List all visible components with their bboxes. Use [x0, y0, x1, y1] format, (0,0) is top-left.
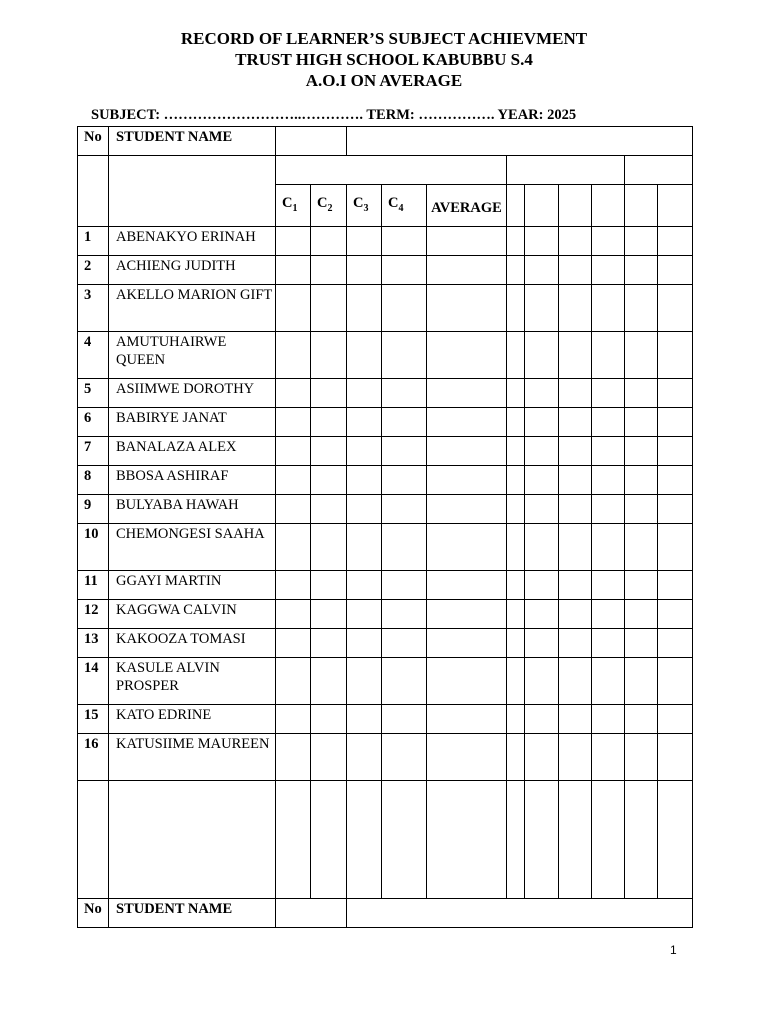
header-cell [276, 156, 507, 185]
header-cell [78, 156, 109, 227]
extra-score-cell[interactable] [625, 227, 658, 256]
blank-cell[interactable] [559, 781, 592, 899]
extra-score-cell[interactable] [658, 379, 693, 408]
extra-score-cell[interactable] [592, 658, 625, 705]
student-number: 6 [78, 408, 109, 437]
student-name: BBOSA ASHIRAF [109, 466, 276, 495]
extra-score-cell[interactable] [592, 600, 625, 629]
extra-score-cell[interactable] [625, 734, 658, 781]
c3-score-cell[interactable] [347, 495, 382, 524]
average-score-cell[interactable] [427, 285, 507, 332]
c1-score-cell[interactable] [276, 285, 311, 332]
extra-score-cell[interactable] [525, 466, 559, 495]
extra-score-cell[interactable] [559, 658, 592, 705]
extra-score-cell[interactable] [507, 285, 525, 332]
student-name: KATUSIIME MAUREEN [109, 734, 276, 781]
c3-score-cell[interactable] [347, 705, 382, 734]
c1-header: $C_1$ [276, 185, 311, 227]
extra-score-cell[interactable] [592, 705, 625, 734]
extra-score-cell[interactable] [658, 629, 693, 658]
table-row [78, 379, 693, 408]
average-score-cell[interactable] [427, 629, 507, 658]
extra-score-cell[interactable] [559, 524, 592, 571]
table-row [78, 256, 693, 285]
extra-score-cell[interactable] [658, 408, 693, 437]
student-number: 15 [78, 705, 109, 734]
page-number: 1 [670, 943, 677, 957]
extra-score-cell[interactable] [559, 734, 592, 781]
table-row [78, 495, 693, 524]
extra-score-cell[interactable] [559, 227, 592, 256]
table-row [78, 437, 693, 466]
student-name: BULYABA HAWAH [109, 495, 276, 524]
extra-score-cell[interactable] [559, 629, 592, 658]
header-cell [507, 156, 625, 185]
student-name: GGAYI MARTIN [109, 571, 276, 600]
average-header: AVERAGE [427, 185, 507, 227]
extra-score-cell[interactable] [658, 495, 693, 524]
student-name: KATO EDRINE [109, 705, 276, 734]
average-score-cell[interactable] [427, 658, 507, 705]
header-cell [507, 185, 525, 227]
extra-score-cell[interactable] [625, 571, 658, 600]
extra-score-cell[interactable] [525, 256, 559, 285]
student-number: 11 [78, 571, 109, 600]
table-row [78, 466, 693, 495]
student-number: 7 [78, 437, 109, 466]
title-aoi: A.O.I ON AVERAGE [305, 71, 463, 90]
col-name-header: STUDENT NAME [109, 127, 276, 156]
table-row [78, 227, 693, 256]
extra-score-cell[interactable] [625, 466, 658, 495]
extra-score-cell[interactable] [559, 600, 592, 629]
extra-score-cell[interactable] [559, 571, 592, 600]
c3-score-cell[interactable] [347, 629, 382, 658]
table-row [78, 408, 693, 437]
extra-score-cell[interactable] [525, 600, 559, 629]
extra-score-cell[interactable] [559, 285, 592, 332]
student-name: BABIRYE JANAT [109, 408, 276, 437]
extra-score-cell[interactable] [507, 437, 525, 466]
header-cell [109, 156, 276, 227]
table-row [78, 658, 693, 705]
extra-score-cell[interactable] [525, 332, 559, 379]
extra-score-cell[interactable] [592, 629, 625, 658]
student-number: 14 [78, 658, 109, 705]
c1-score-cell[interactable] [276, 524, 311, 571]
c4-score-cell[interactable] [382, 524, 427, 571]
c3-score-cell[interactable] [347, 256, 382, 285]
extra-score-cell[interactable] [507, 629, 525, 658]
extra-score-cell[interactable] [658, 571, 693, 600]
header-cell [658, 185, 693, 227]
student-number: 9 [78, 495, 109, 524]
extra-score-cell[interactable] [507, 734, 525, 781]
extra-score-cell[interactable] [525, 658, 559, 705]
student-number: 8 [78, 466, 109, 495]
extra-score-cell[interactable] [658, 734, 693, 781]
c2-score-cell[interactable] [311, 629, 347, 658]
extra-score-cell[interactable] [507, 466, 525, 495]
c1-score-cell[interactable] [276, 466, 311, 495]
table-row [78, 524, 693, 571]
student-number: 3 [78, 285, 109, 332]
header-row [78, 127, 693, 156]
c4-score-cell[interactable] [382, 600, 427, 629]
blank-cell[interactable] [311, 781, 347, 899]
extra-score-cell[interactable] [658, 437, 693, 466]
student-name: KAKOOZA TOMASI [109, 629, 276, 658]
c2-score-cell[interactable] [311, 466, 347, 495]
c3-score-cell[interactable] [347, 658, 382, 705]
blank-cell[interactable] [525, 781, 559, 899]
extra-score-cell[interactable] [525, 705, 559, 734]
c3-score-cell[interactable] [347, 571, 382, 600]
student-number: 16 [78, 734, 109, 781]
extra-score-cell[interactable] [592, 495, 625, 524]
average-score-cell[interactable] [427, 705, 507, 734]
extra-score-cell[interactable] [507, 571, 525, 600]
c3-score-cell[interactable] [347, 437, 382, 466]
c4-score-cell[interactable] [382, 379, 427, 408]
average-score-cell[interactable] [427, 466, 507, 495]
average-score-cell[interactable] [427, 734, 507, 781]
table-row [78, 734, 693, 781]
student-number: 5 [78, 379, 109, 408]
extra-score-cell[interactable] [525, 524, 559, 571]
student-number: 12 [78, 600, 109, 629]
extra-score-cell[interactable] [592, 256, 625, 285]
blank-cell[interactable] [276, 781, 311, 899]
extra-score-cell[interactable] [625, 379, 658, 408]
student-name: CHEMONGESI SAAHA [109, 524, 276, 571]
extra-score-cell[interactable] [625, 256, 658, 285]
footer-col-no: No [78, 899, 109, 928]
c2-score-cell[interactable] [311, 227, 347, 256]
header-cell [347, 127, 693, 156]
marks-table [77, 126, 693, 928]
average-score-cell[interactable] [427, 227, 507, 256]
c3-score-cell[interactable] [347, 332, 382, 379]
extra-score-cell[interactable] [625, 658, 658, 705]
c1-score-cell[interactable] [276, 600, 311, 629]
extra-score-cell[interactable] [592, 734, 625, 781]
extra-score-cell[interactable] [507, 600, 525, 629]
c1-score-cell[interactable] [276, 495, 311, 524]
header-cell [276, 127, 347, 156]
c2-score-cell[interactable] [311, 705, 347, 734]
title-school: TRUST HIGH SCHOOL KABUBBU S.4 [235, 50, 533, 69]
extra-score-cell[interactable] [559, 495, 592, 524]
blank-cell [78, 781, 109, 899]
extra-score-cell[interactable] [559, 705, 592, 734]
extra-score-cell[interactable] [525, 571, 559, 600]
extra-score-cell[interactable] [525, 379, 559, 408]
extra-score-cell[interactable] [658, 705, 693, 734]
average-score-cell[interactable] [427, 437, 507, 466]
c1-score-cell[interactable] [276, 227, 311, 256]
extra-score-cell[interactable] [559, 379, 592, 408]
c2-score-cell[interactable] [311, 658, 347, 705]
table-row [78, 705, 693, 734]
student-name: ABENAKYO ERINAH [109, 227, 276, 256]
blank-cell[interactable] [658, 781, 693, 899]
extra-score-cell[interactable] [525, 408, 559, 437]
subject-term-year-line: SUBJECT: ………………………..…………. TERM: ……………. YEAR: 2025 [91, 107, 577, 123]
extra-score-cell[interactable] [559, 408, 592, 437]
student-name: AMUTUHAIRWE QUEEN [109, 332, 276, 379]
extra-score-cell[interactable] [625, 332, 658, 379]
extra-score-cell[interactable] [658, 466, 693, 495]
c4-score-cell[interactable] [382, 408, 427, 437]
extra-score-cell[interactable] [658, 285, 693, 332]
extra-score-cell[interactable] [525, 437, 559, 466]
student-number: 1 [78, 227, 109, 256]
extra-score-cell[interactable] [658, 524, 693, 571]
extra-score-cell[interactable] [625, 408, 658, 437]
extra-score-cell[interactable] [658, 227, 693, 256]
average-score-cell[interactable] [427, 495, 507, 524]
footer-cell [276, 899, 347, 928]
student-name: KASULE ALVIN PROSPER [109, 658, 276, 705]
extra-score-cell[interactable] [559, 437, 592, 466]
extra-score-cell[interactable] [658, 332, 693, 379]
c2-score-cell[interactable] [311, 437, 347, 466]
extra-score-cell[interactable] [625, 285, 658, 332]
c2-score-cell[interactable] [311, 285, 347, 332]
blank-cell[interactable] [507, 781, 525, 899]
average-score-cell[interactable] [427, 600, 507, 629]
student-name: KAGGWA CALVIN [109, 600, 276, 629]
extra-score-cell[interactable] [559, 256, 592, 285]
c1-score-cell[interactable] [276, 408, 311, 437]
extra-score-cell[interactable] [658, 256, 693, 285]
extra-score-cell[interactable] [507, 256, 525, 285]
extra-score-cell[interactable] [658, 658, 693, 705]
c4-header: $C_4$ [382, 185, 427, 227]
extra-score-cell[interactable] [507, 379, 525, 408]
extra-score-cell[interactable] [592, 466, 625, 495]
student-number: 4 [78, 332, 109, 379]
c3-score-cell[interactable] [347, 285, 382, 332]
average-score-cell[interactable] [427, 408, 507, 437]
extra-score-cell[interactable] [625, 437, 658, 466]
c2-score-cell[interactable] [311, 256, 347, 285]
c1-score-cell[interactable] [276, 256, 311, 285]
blank-cell[interactable] [347, 781, 382, 899]
blank-cell[interactable] [592, 781, 625, 899]
c4-score-cell[interactable] [382, 332, 427, 379]
c4-score-cell[interactable] [382, 285, 427, 332]
c2-score-cell[interactable] [311, 524, 347, 571]
c2-score-cell[interactable] [311, 571, 347, 600]
c2-score-cell[interactable] [311, 379, 347, 408]
c4-score-cell[interactable] [382, 705, 427, 734]
c4-score-cell[interactable] [382, 571, 427, 600]
c2-score-cell[interactable] [311, 600, 347, 629]
average-score-cell[interactable] [427, 379, 507, 408]
c4-score-cell[interactable] [382, 495, 427, 524]
c3-score-cell[interactable] [347, 379, 382, 408]
c2-header: $C_2$ [311, 185, 347, 227]
extra-score-cell[interactable] [625, 524, 658, 571]
table-row [78, 629, 693, 658]
c4-score-cell[interactable] [382, 658, 427, 705]
c1-score-cell[interactable] [276, 705, 311, 734]
c4-score-cell[interactable] [382, 734, 427, 781]
average-score-cell[interactable] [427, 571, 507, 600]
extra-score-cell[interactable] [525, 495, 559, 524]
student-name: ASIIMWE DOROTHY [109, 379, 276, 408]
c1-score-cell[interactable] [276, 629, 311, 658]
average-score-cell[interactable] [427, 524, 507, 571]
extra-score-cell[interactable] [592, 379, 625, 408]
table-row [78, 285, 693, 332]
extra-score-cell[interactable] [507, 332, 525, 379]
extra-score-cell[interactable] [592, 332, 625, 379]
extra-score-cell[interactable] [507, 408, 525, 437]
extra-score-cell[interactable] [625, 629, 658, 658]
extra-score-cell[interactable] [625, 600, 658, 629]
student-number: 2 [78, 256, 109, 285]
header-cell [592, 185, 625, 227]
extra-score-cell[interactable] [525, 227, 559, 256]
c1-score-cell[interactable] [276, 658, 311, 705]
c4-score-cell[interactable] [382, 437, 427, 466]
footer-header-row [78, 899, 693, 928]
extra-score-cell[interactable] [625, 705, 658, 734]
document-title-block [0, 28, 768, 91]
c1-score-cell[interactable] [276, 379, 311, 408]
c3-score-cell[interactable] [347, 600, 382, 629]
table-row [78, 600, 693, 629]
extra-score-cell[interactable] [507, 227, 525, 256]
c3-score-cell[interactable] [347, 466, 382, 495]
c2-score-cell[interactable] [311, 495, 347, 524]
extra-score-cell[interactable] [592, 524, 625, 571]
student-name: ACHIENG JUDITH [109, 256, 276, 285]
extra-score-cell[interactable] [592, 437, 625, 466]
extra-score-cell[interactable] [525, 734, 559, 781]
blank-cell[interactable] [625, 781, 658, 899]
col-no-header: No [78, 127, 109, 156]
average-score-cell[interactable] [427, 332, 507, 379]
c3-score-cell[interactable] [347, 734, 382, 781]
c1-score-cell[interactable] [276, 437, 311, 466]
c4-score-cell[interactable] [382, 466, 427, 495]
blank-cell[interactable] [427, 781, 507, 899]
c4-score-cell[interactable] [382, 629, 427, 658]
extra-score-cell[interactable] [559, 332, 592, 379]
extra-score-cell[interactable] [658, 600, 693, 629]
extra-score-cell[interactable] [559, 466, 592, 495]
c1-score-cell[interactable] [276, 734, 311, 781]
extra-score-cell[interactable] [592, 227, 625, 256]
header-cell [625, 185, 658, 227]
blank-cell[interactable] [382, 781, 427, 899]
extra-score-cell[interactable] [507, 524, 525, 571]
student-number: 13 [78, 629, 109, 658]
c3-score-cell[interactable] [347, 524, 382, 571]
footer-cell [347, 899, 693, 928]
extra-score-cell[interactable] [507, 658, 525, 705]
extra-score-cell[interactable] [525, 629, 559, 658]
c4-score-cell[interactable] [382, 227, 427, 256]
extra-score-cell[interactable] [507, 495, 525, 524]
c3-score-cell[interactable] [347, 408, 382, 437]
extra-score-cell[interactable] [525, 285, 559, 332]
student-name: AKELLO MARION GIFT [109, 285, 276, 332]
footer-col-name: STUDENT NAME [109, 899, 276, 928]
student-number: 10 [78, 524, 109, 571]
table-row [78, 332, 693, 379]
extra-score-cell[interactable] [592, 285, 625, 332]
c3-header: $C_3$ [347, 185, 382, 227]
c1-score-cell[interactable] [276, 332, 311, 379]
extra-score-cell[interactable] [592, 408, 625, 437]
average-score-cell[interactable] [427, 256, 507, 285]
header-cell [625, 156, 693, 185]
header-row [78, 156, 693, 185]
blank-row [78, 781, 693, 899]
blank-cell [109, 781, 276, 899]
c2-score-cell[interactable] [311, 332, 347, 379]
extra-score-cell[interactable] [625, 495, 658, 524]
c2-score-cell[interactable] [311, 734, 347, 781]
c2-score-cell[interactable] [311, 408, 347, 437]
table-row [78, 571, 693, 600]
header-cell [559, 185, 592, 227]
c4-score-cell[interactable] [382, 256, 427, 285]
title-record: RECORD OF LEARNER’S SUBJECT ACHIEVMENT [180, 29, 588, 48]
c1-score-cell[interactable] [276, 571, 311, 600]
extra-score-cell[interactable] [507, 705, 525, 734]
extra-score-cell[interactable] [592, 571, 625, 600]
c3-score-cell[interactable] [347, 227, 382, 256]
header-cell [525, 185, 559, 227]
student-name: BANALAZA ALEX [109, 437, 276, 466]
